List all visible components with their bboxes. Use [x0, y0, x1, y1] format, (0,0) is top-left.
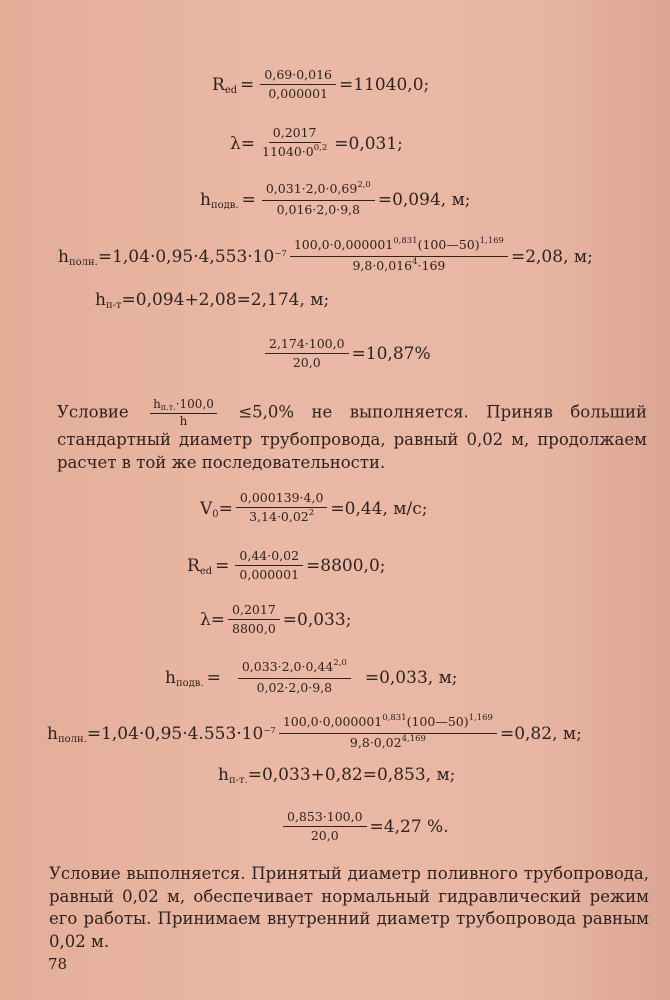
- equation-h-poln-1: hполн. $=1,04\cdot 0,95\cdot 4,553\cdot 10^{-7}$ $\frac{100,0\cdot 0,000001^{0,831}(100—50)^{1,169}}{9,8\cdot 0,016^4\cdot 169}$ =2,08, м;: [58, 236, 593, 273]
- eq11-lhs: hполн.: [47, 723, 87, 745]
- eq8-fraction: $\frac{0,44\cdot 0,02}{0,000001}$: [235, 549, 303, 582]
- eq8-lhs: Red: [187, 555, 213, 577]
- eq3-result: =0,094, м;: [377, 189, 471, 210]
- eq8-result: =8800,0;: [306, 555, 386, 576]
- eq13-fraction: $\frac{0,853\cdot 100,0}{20,0}$: [283, 810, 367, 843]
- eq7-result: =0,44, м/с;: [330, 498, 428, 519]
- eq10-result: =0,033, м;: [364, 667, 458, 688]
- eq12-lhs: hп-т.: [218, 765, 248, 786]
- eq7-lhs: V0: [200, 498, 219, 520]
- eq3-fraction: $\frac{0,031\cdot 2,0\cdot 0,69^{2,0}}{0,016\cdot 2,0\cdot 9,8}$: [262, 182, 375, 217]
- eq5-result: =0,094+2,08=2,174, м;: [121, 290, 330, 310]
- eq7-fraction: $\frac{0,000139\cdot 4,0}{3,14\cdot 0,02^2}$: [236, 491, 328, 526]
- eq1-result: =11040,0;: [338, 74, 430, 95]
- eq6-result: =10,87%: [351, 343, 431, 364]
- eq11-fraction: $\frac{100,0\cdot 0,000001^{0,831}(100—50)^{1,169}}{9,8\cdot 0,02^{4,169}}$: [279, 715, 497, 752]
- equation-lambda-1: [230, 126, 403, 161]
- equation-reynolds-2: Red = $\frac{0,44\cdot 0,02}{0,000001}$ =8800,0;: [187, 548, 386, 582]
- condition-fraction: $\frac{hп.т.\cdot 100,0}{h}$: [150, 398, 217, 428]
- eq10-lhs: hподв.: [165, 667, 204, 689]
- eq11-result: =0,82, м;: [499, 723, 582, 744]
- eq2-fraction: $\frac{0,2017}{11040\cdot 0^{0,2}}$: [262, 125, 328, 159]
- equation-reynolds-1: [212, 68, 429, 101]
- equation-h-total-1: [95, 290, 329, 310]
- eq12-result: =0,033+0,82=0,853, м;: [247, 765, 456, 785]
- equation-h-total-2: [218, 765, 455, 785]
- eq9-result: =0,033;: [282, 609, 352, 630]
- eq4-result: =2,08, м;: [510, 246, 593, 267]
- eq1-fraction: $\frac{0,69\cdot 0,016}{0,000001}$: [260, 68, 336, 101]
- equation-velocity: V0 = $\frac{0,000139\cdot 4,0}{3,14\cdot 0,02^2}$ =0,44, м/с;: [200, 490, 428, 524]
- equation-h-podv-2: hподв. = $\frac{0,033\cdot 2,0\cdot 0,44^{2,0}}{0,02\cdot 2,0\cdot 9,8}$ =0,033, м;: [165, 658, 458, 695]
- eq5-lhs: hп-т: [95, 290, 122, 311]
- equation-h-poln-2: hполн. $=1,04\cdot 0,95\cdot 4.553\cdot 10^{-7}$ $\frac{100,0\cdot 0,000001^{0,831}(100—50)^{1,169}}{9,8\cdot 0,02^{4,169}}$ =0,82, м;: [47, 713, 582, 750]
- eq4-lhs: hполн.: [58, 246, 98, 268]
- eq2-lhs: λ=: [230, 133, 256, 154]
- eq2-result: =0,031;: [334, 133, 403, 154]
- eq3-lhs: hподв.: [200, 189, 239, 211]
- equation-lambda-2: λ= $\frac{0,2017}{8800,0}$ =0,033;: [200, 602, 352, 636]
- equation-h-podv-1: hподв. = $\frac{0,031\cdot 2,0\cdot 0,69^{2,0}}{0,016\cdot 2,0\cdot 9,8}$ =0,094, м;: [200, 180, 471, 217]
- eq9-fraction: $\frac{0,2017}{8800,0}$: [228, 603, 280, 636]
- equation-percent-2: [280, 810, 449, 843]
- eq10-fraction: $\frac{0,033\cdot 2,0\cdot 0,44^{2,0}}{0,02\cdot 2,0\cdot 9,8}$: [238, 660, 351, 695]
- paragraph-condition-not-met: Условие $\frac{hп.т.\cdot 100,0}{h}$ ≤5,0% не выполняется. Приняв больший стандартный диаметр трубопровода, равный 0,02 м, продолжаем расчет в той же последовательности.: [57, 397, 648, 472]
- eq1-lhs: Red: [212, 74, 238, 96]
- eq6-fraction: $\frac{2,174\cdot 100,0}{20,0}$: [265, 337, 349, 370]
- page-number: 78: [48, 955, 68, 973]
- eq4-fraction: $\frac{100,0\cdot 0,000001^{0,831}(100—50)^{1,169}}{9,8\cdot 0,016^4\cdot 169}$: [290, 238, 508, 275]
- equation-percent-1: [262, 337, 431, 370]
- eq13-result: =4,27 %.: [369, 816, 449, 837]
- eq1-equals: =: [240, 74, 255, 95]
- paragraph-condition-met: Условие выполняется. Принятый диаметр поливного трубопровода, равный 0,02 м, обеспечивает нормальный гидравлический режим его работы. Принимаем внутренний диаметр трубопровода равным 0,02 м.: [49, 864, 649, 951]
